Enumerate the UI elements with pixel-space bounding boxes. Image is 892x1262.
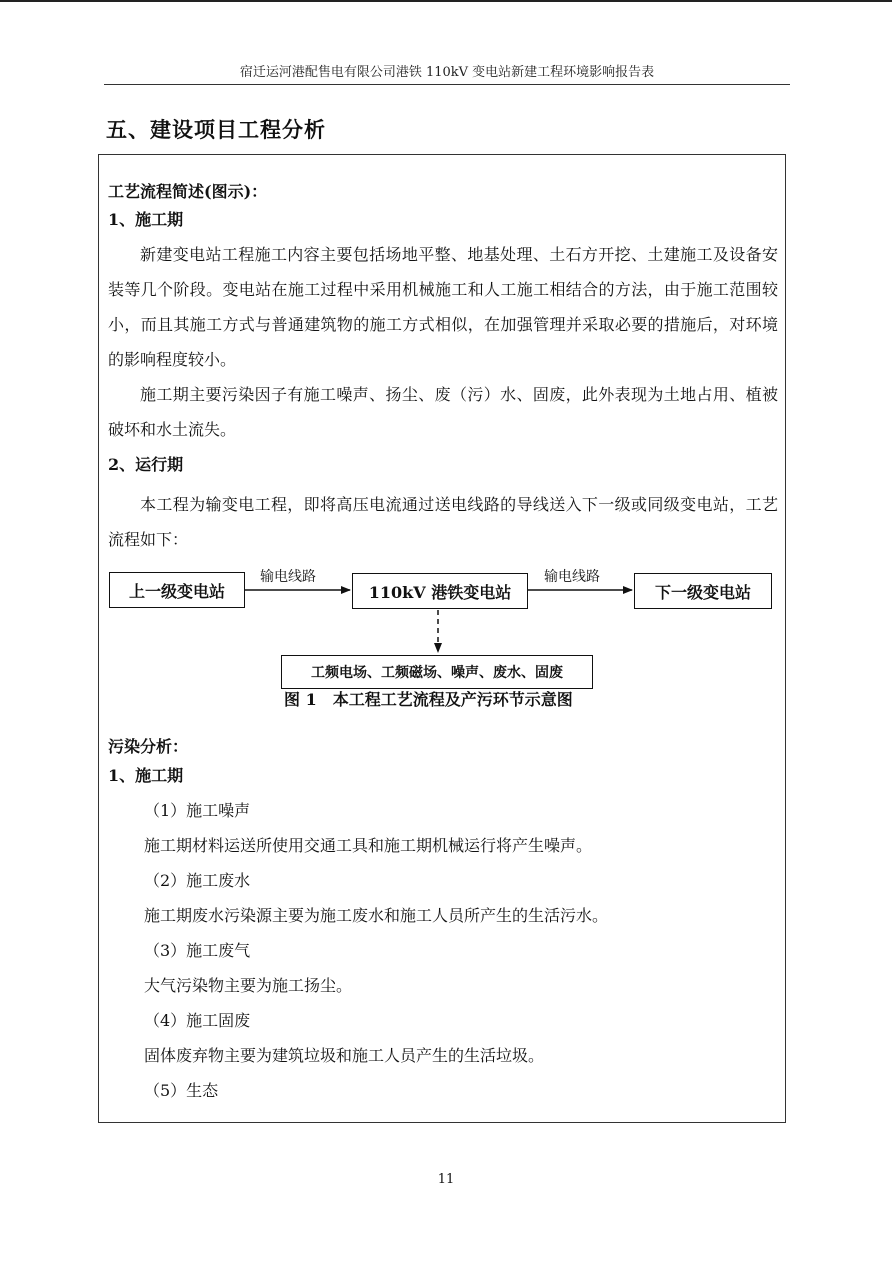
upstream-substation-box: 上一级变电站	[109, 572, 245, 608]
pollution-heading: 污染分析：	[108, 737, 189, 756]
emissions-box: 工频电场、工频磁场、噪声、废水、固废	[281, 655, 593, 689]
item-text-wastewater: 施工期废水污染源主要为施工废水和施工人员所产生的生活污水。	[144, 906, 609, 925]
running-header: 宿迁运河港配售电有限公司港铁 110kV 变电站新建工程环境影响报告表	[239, 65, 655, 80]
pollution-construction-heading: 1、施工期	[108, 766, 184, 785]
item-title-ecology: （5）生态	[144, 1081, 219, 1100]
transmission-line-label-2: 输电线路	[544, 569, 600, 585]
item-text-exhaust: 大气污染物主要为施工扬尘。	[144, 976, 353, 995]
item-text-solid-waste: 固体废弃物主要为建筑垃圾和施工人员产生的生活垃圾。	[144, 1046, 545, 1065]
item-text-noise: 施工期材料运送所使用交通工具和施工期机械运行将产生噪声。	[144, 836, 593, 855]
item-title-wastewater: （2）施工废水	[144, 871, 251, 890]
section-title: 五、建设项目工程分析	[106, 117, 326, 142]
page-number: 11	[437, 1172, 455, 1187]
downstream-substation-box: 下一级变电站	[634, 573, 772, 609]
construction-paragraph-2: 施工期主要污染因子有施工噪声、扬尘、废（污）水、固废，此外表现为土地占用、植被破坏和水土流失。	[108, 385, 778, 439]
item-title-exhaust: （3）施工废气	[144, 941, 251, 960]
construction-heading: 1、施工期	[108, 210, 184, 229]
process-heading: 工艺流程简述(图示)：	[108, 182, 268, 201]
operation-heading: 2、运行期	[108, 455, 184, 474]
operation-paragraph: 本工程为输变电工程，即将高压电流通过送电线路的导线送入下一级或同级变电站，工艺流程如下：	[108, 495, 778, 549]
construction-paragraph-1: 新建变电站工程施工内容主要包括场地平整、地基处理、土石方开挖、土建施工及设备安装等几个阶段。变电站在施工过程中采用机械施工和人工施工相结合的方法，由于施工范围较小，而且其施工方式与普通建筑物的施工方式相似，在加强管理并采取必要的措施后，对环境的影响程度较小。	[108, 245, 778, 369]
main-substation-box: 110kV 港铁变电站	[352, 573, 528, 609]
item-title-noise: （1）施工噪声	[144, 801, 251, 820]
transmission-line-label-1: 输电线路	[260, 569, 316, 585]
figure-caption: 图 1 本工程工艺流程及产污环节示意图	[284, 690, 573, 709]
item-title-solid-waste: （4）施工固废	[144, 1011, 251, 1030]
